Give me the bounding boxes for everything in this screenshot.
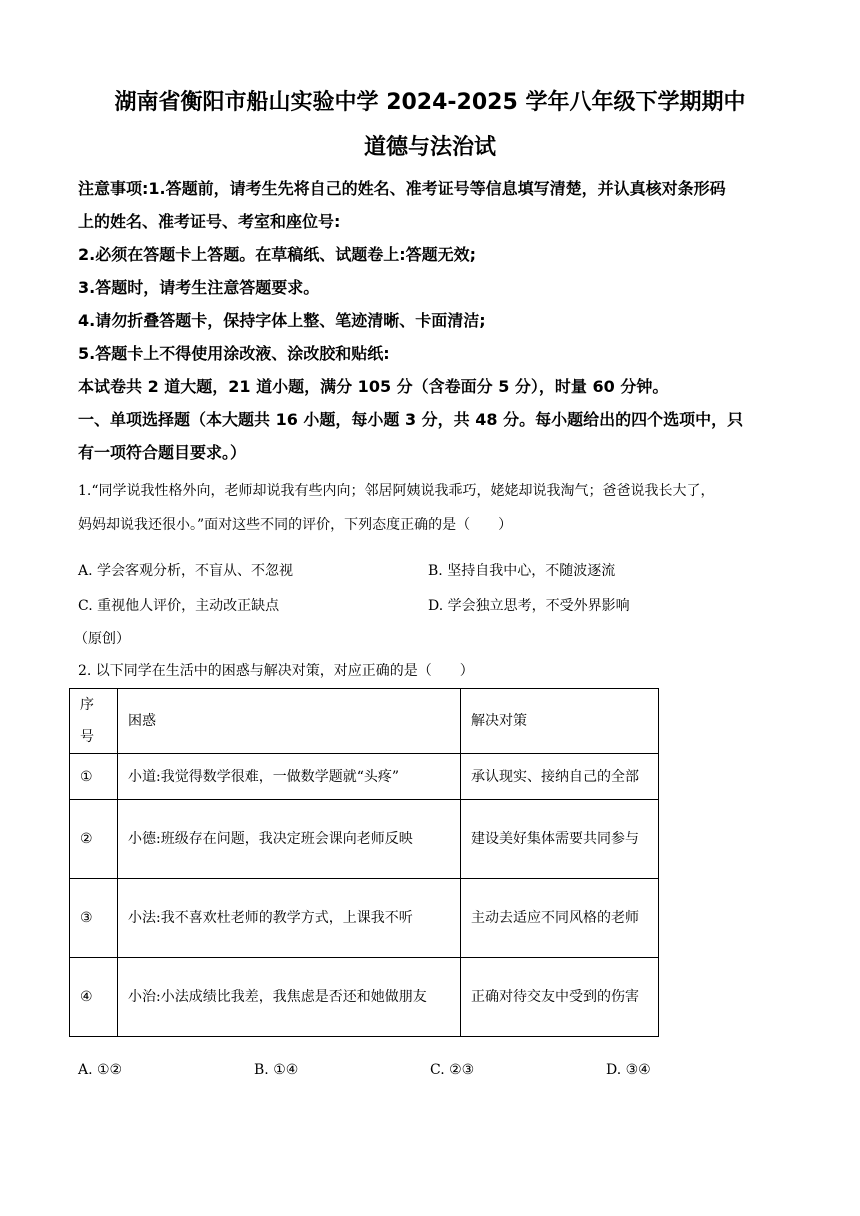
table-cell: 小德:班级存在问题，我决定班会课向老师反映 bbox=[118, 800, 461, 879]
table-cell: ① bbox=[70, 754, 118, 800]
instruction-line: 3.答题时，请考生注意答题要求。 bbox=[78, 278, 320, 297]
option-b[interactable]: B. 坚持自我中心，不随波逐流 bbox=[428, 563, 616, 579]
table-header-cell: 解决对策 bbox=[461, 689, 659, 754]
table-row bbox=[70, 958, 659, 1037]
instruction-line: 4.请勿折叠答题卡，保持字体上整、笔迹清晰、卡面清洁; bbox=[78, 311, 486, 330]
table-cell: 小治:小法成绩比我差，我焦虑是否还和她做朋友 bbox=[118, 958, 461, 1037]
table-row bbox=[70, 754, 659, 800]
option-a[interactable]: A. ①② bbox=[78, 1062, 123, 1078]
table-cell: 主动去适应不同风格的老师 bbox=[461, 879, 659, 958]
exam-summary: 本试卷共 2 道大题，21 道小题，满分 105 分（含卷面分 5 分），时量 60 分钟。 bbox=[78, 377, 669, 396]
question-1-stem bbox=[78, 474, 788, 542]
option-b[interactable]: B. ①④ bbox=[254, 1062, 299, 1078]
exam-title-line2: 道德与法治试 bbox=[363, 135, 496, 160]
table-cell: ③ bbox=[70, 879, 118, 958]
table-cell: 建设美好集体需要共同参与 bbox=[461, 800, 659, 879]
table-cell: 正确对待交友中受到的伤害 bbox=[461, 958, 659, 1037]
question-text: 妈妈却说我还很小。”面对这些不同的评价，下列态度正确的是（ ） bbox=[78, 517, 513, 533]
instruction-line: 2.必须在答题卡上答题。在草稿纸、试题卷上:答题无效; bbox=[78, 245, 477, 264]
instruction-line: 5.答题卡上不得使用涂改液、涂改胶和贴纸: bbox=[78, 344, 390, 363]
source-note: （原创） bbox=[74, 631, 130, 647]
instruction-line: 上的姓名、准考证号、考室和座位号: bbox=[78, 212, 341, 231]
exam-instructions bbox=[78, 172, 788, 469]
question-text: 2. 以下同学在生活中的困惑与解决对策，对应正确的是（ ） bbox=[78, 663, 474, 679]
instruction-line: 注意事项:1.答题前，请考生先将自己的姓名、准考证号等信息填写清楚，并认真核对条形码 bbox=[78, 179, 726, 198]
table-header-row bbox=[70, 689, 659, 754]
table-row bbox=[70, 879, 659, 958]
question-2-table bbox=[69, 688, 659, 1037]
option-d[interactable]: D. 学会独立思考，不受外界影响 bbox=[428, 598, 630, 614]
table-cell: ② bbox=[70, 800, 118, 879]
option-c[interactable]: C. 重视他人评价，主动改正缺点 bbox=[78, 598, 280, 614]
question-2-stem bbox=[78, 654, 788, 688]
table-cell: ④ bbox=[70, 958, 118, 1037]
option-c[interactable]: C. ②③ bbox=[430, 1062, 475, 1078]
table-row bbox=[70, 800, 659, 879]
option-d[interactable]: D. ③④ bbox=[606, 1062, 651, 1078]
table-header-cell: 困惑 bbox=[118, 689, 461, 754]
table-cell: 小法:我不喜欢杜老师的教学方式，上课我不听 bbox=[118, 879, 461, 958]
section-heading: 一、单项选择题（本大题共 16 小题，每小题 3 分，共 48 分。每小题给出的四个选项中，只 bbox=[78, 410, 744, 429]
question-text: 1.“同学说我性格外向，老师却说我有些内向；邻居阿姨说我乖巧，姥姥却说我淘气；爸爸说我长大了， bbox=[78, 483, 715, 499]
table-cell: 承认现实、接纳自己的全部 bbox=[461, 754, 659, 800]
option-a[interactable]: A. 学会客观分析，不盲从、不忽视 bbox=[78, 563, 294, 579]
exam-title-line1: 湖南省衡阳市船山实验中学 2024-2025 学年八年级下学期期中 bbox=[114, 90, 746, 115]
section-heading: 有一项符合题目要求。） bbox=[78, 443, 247, 462]
table-cell: 小道:我觉得数学很难，一做数学题就“头疼” bbox=[118, 754, 461, 800]
table-header-cell: 序号 bbox=[70, 689, 118, 754]
